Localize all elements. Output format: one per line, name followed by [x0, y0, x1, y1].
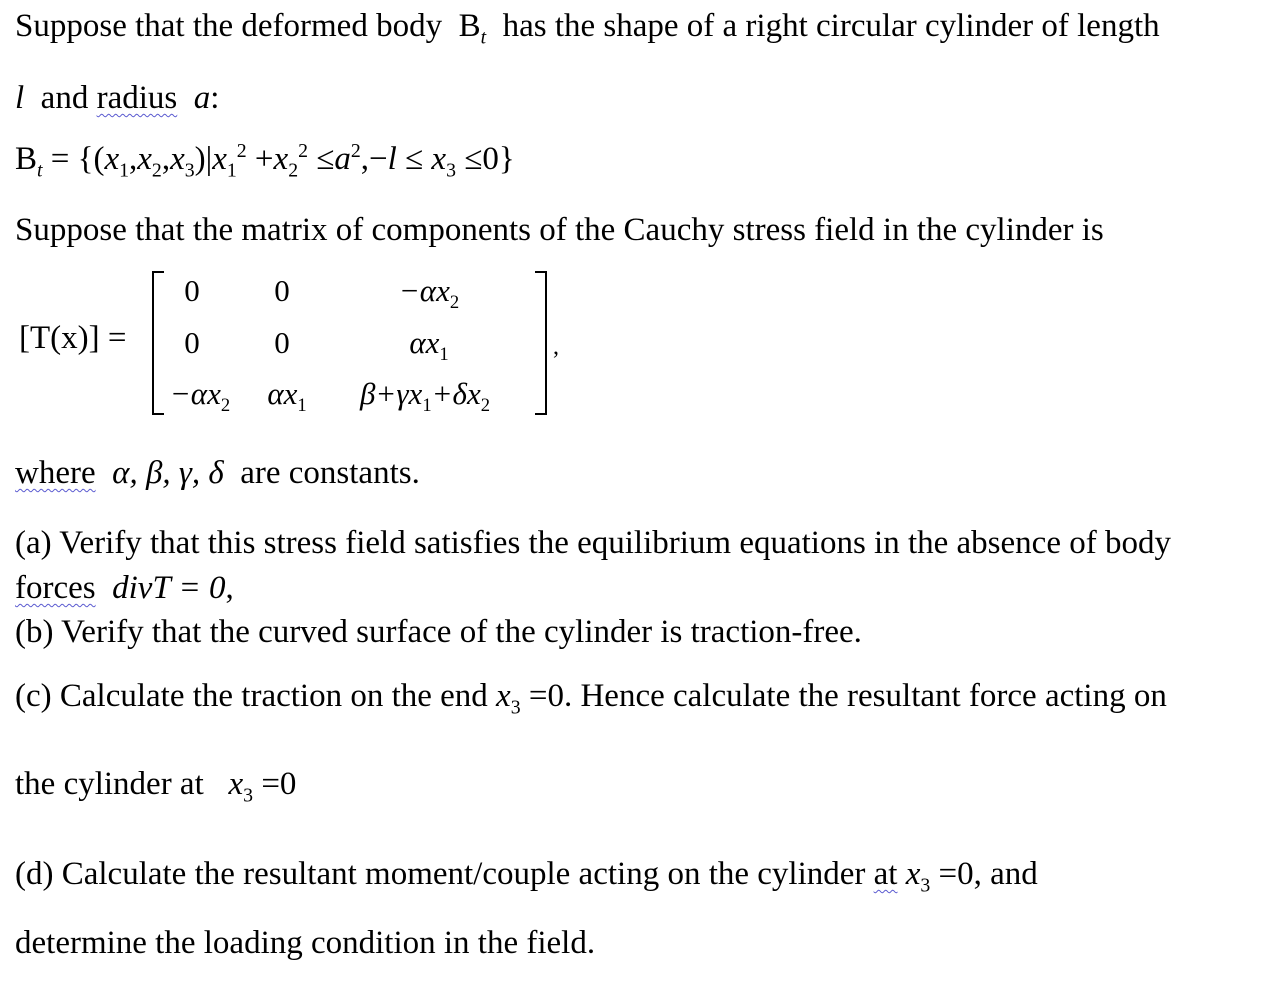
constants-suffix: are constants.: [240, 455, 420, 491]
radius-symbol: a: [193, 80, 211, 116]
matrix-left-bracket: [152, 271, 164, 415]
part-a-line-1: (a) Verify that this stress field satisfies the equilibrium equations in the absence of body: [15, 525, 1171, 561]
matrix-cell: $\alpha x_1$: [267, 376, 307, 417]
set-definition-visual: $B_t = \{(x_1,x_2,x_3)|x_1^2 +x_2^2 \le a^2,-l \le x_3 \le 0\}$: [15, 140, 515, 182]
matrix-cell: $\beta+\gamma x_1+\delta x_2$: [359, 376, 491, 417]
matrix-comma: ,: [553, 334, 559, 360]
div-equation: divT = 0: [112, 570, 226, 606]
part-c-suffix: . Hence calculate the resultant force acting on: [563, 678, 1167, 714]
matrix-label: [T(x)] =: [19, 320, 127, 356]
part-b: (b) Verify that the curved surface of the cylinder is traction-free.: [15, 614, 862, 650]
part-c-prefix: (c) Calculate the traction on the end: [15, 678, 488, 714]
and-word: and: [40, 80, 89, 116]
matrix-cell: $-\alpha x_2$: [398, 273, 460, 314]
part-d-line-2: determine the loading condition in the field.: [15, 925, 596, 961]
constants-symbols: α, β, γ, δ: [112, 455, 224, 491]
problem-line-2: [15, 82, 219, 115]
part-a-line-2: forces divT = 0,: [15, 570, 234, 606]
matrix-cell: 0: [274, 273, 290, 308]
part-d-line-1: [15, 856, 1038, 897]
matrix-cell: 0: [184, 273, 200, 308]
colon: :: [210, 80, 220, 116]
problem-line-1: [15, 8, 1160, 49]
end-condition: $x_3 =0$: [905, 856, 974, 897]
part-d-prefix: (d) Calculate the resultant moment/couple acting on the cylinder: [15, 856, 866, 892]
matrix-right-bracket: [535, 271, 547, 415]
stress-intro: Suppose that the matrix of components of the Cauchy stress field in the cylinder is: [15, 212, 1104, 248]
body-symbol: $B_t$: [458, 8, 487, 49]
set-definition: [15, 140, 515, 182]
where-word: where: [15, 455, 96, 491]
forces-word: forces: [15, 570, 96, 606]
constants-line: [15, 457, 420, 490]
matrix-cell: 0: [274, 325, 290, 360]
matrix-cell: $-\alpha x_2$: [169, 376, 231, 417]
end-condition: $x_3 =0$: [228, 766, 297, 807]
radius-word: radius: [96, 80, 178, 116]
at-word: at: [873, 856, 898, 892]
part-c-line2-text: the cylinder at: [15, 766, 204, 802]
length-symbol: l: [15, 80, 25, 116]
line1-prefix: Suppose that the deformed body: [15, 8, 443, 44]
stress-matrix: [15, 268, 575, 418]
matrix-cell: $\alpha x_1$: [409, 325, 449, 366]
line1-suffix: has the shape of a right circular cylinder of length: [502, 8, 1160, 44]
part-d-suffix: , and: [973, 856, 1038, 892]
part-c-line-1: [15, 678, 1167, 719]
matrix-cell: 0: [184, 325, 200, 360]
part-c-line-2: [15, 766, 297, 807]
end-condition: $x_3 =0$: [496, 678, 564, 719]
